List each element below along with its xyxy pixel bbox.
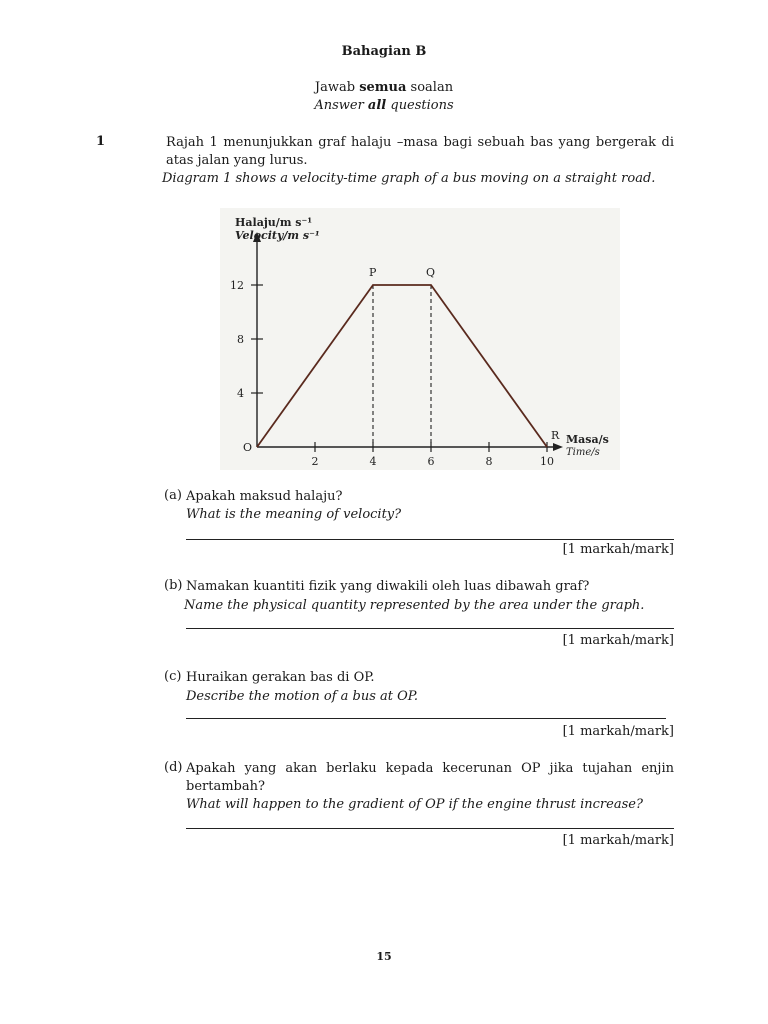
x-tick-label: 4	[369, 455, 377, 468]
answer-line[interactable]	[186, 539, 674, 540]
question-intro-malay: Rajah 1 menunjukkan graf halaju –masa bagi sebuah bas yang bergerak di atas jalan yang lurus.	[166, 135, 674, 168]
instruction-english: Answer all questions	[314, 98, 454, 113]
marks-label: [1 markah/mark]	[562, 542, 674, 557]
point-label: R	[551, 429, 560, 442]
x-axis-arrow	[553, 443, 563, 451]
question-intro-english: Diagram 1 shows a velocity-time graph of a bus moving on a straight road.	[162, 171, 656, 186]
subquestion-text-malay: Apakah yang akan berlaku kepada kecerunan OP jika tujahan enjin bertambah?	[186, 761, 674, 794]
subquestion-label: (c)	[164, 669, 182, 684]
subquestion-text-english: Name the physical quantity represented by the area under the graph.	[184, 598, 645, 613]
answer-line[interactable]	[186, 628, 674, 629]
x-tick-label: 10	[540, 455, 554, 468]
subquestion-label: (b)	[164, 578, 183, 593]
graph-svg	[220, 208, 620, 470]
marks-label: [1 markah/mark]	[562, 833, 674, 848]
y-tick-label: 8	[237, 333, 244, 346]
y-axis-label: Halaju/m s⁻¹	[235, 216, 313, 229]
x-axis-label: Masa/s	[566, 433, 609, 446]
y-tick-label: 12	[230, 279, 244, 292]
point-label: P	[369, 266, 377, 279]
subquestion-text-malay: Namakan kuantiti fizik yang diwakili oleh luas dibawah graf?	[186, 579, 590, 594]
subquestion-text-english: What will happen to the gradient of OP if the engine thrust increase?	[186, 797, 643, 812]
subquestion-label: (d)	[164, 760, 183, 775]
subquestion-text-malay: Apakah maksud halaju?	[186, 489, 343, 504]
x-tick-label: 2	[311, 455, 319, 468]
subquestion-label: (a)	[164, 488, 182, 503]
answer-line[interactable]	[186, 828, 674, 829]
velocity-time-graph	[220, 208, 620, 470]
subquestion-text-english: Describe the motion of a bus at OP.	[186, 689, 419, 704]
velocity-line	[257, 285, 547, 447]
marks-label: [1 markah/mark]	[562, 724, 674, 739]
marks-label: [1 markah/mark]	[562, 633, 674, 648]
question-number: 1	[96, 134, 106, 149]
page-number: 15	[376, 950, 392, 963]
section-title: Bahagian B	[341, 44, 427, 59]
x-axis-label-english: Time/s	[566, 447, 600, 458]
point-label: O	[243, 441, 253, 454]
x-tick-label: 8	[485, 455, 493, 468]
subquestion-text-malay: Huraikan gerakan bas di OP.	[186, 670, 375, 685]
y-tick-label: 4	[237, 387, 244, 400]
y-axis-label-english: Velocity/m s⁻¹	[235, 229, 320, 242]
answer-line[interactable]	[186, 718, 666, 719]
instruction-malay: Jawab semua soalan	[314, 80, 454, 95]
point-label: Q	[426, 266, 436, 279]
x-tick-label: 6	[427, 455, 435, 468]
subquestion-text-english: What is the meaning of velocity?	[186, 507, 402, 522]
